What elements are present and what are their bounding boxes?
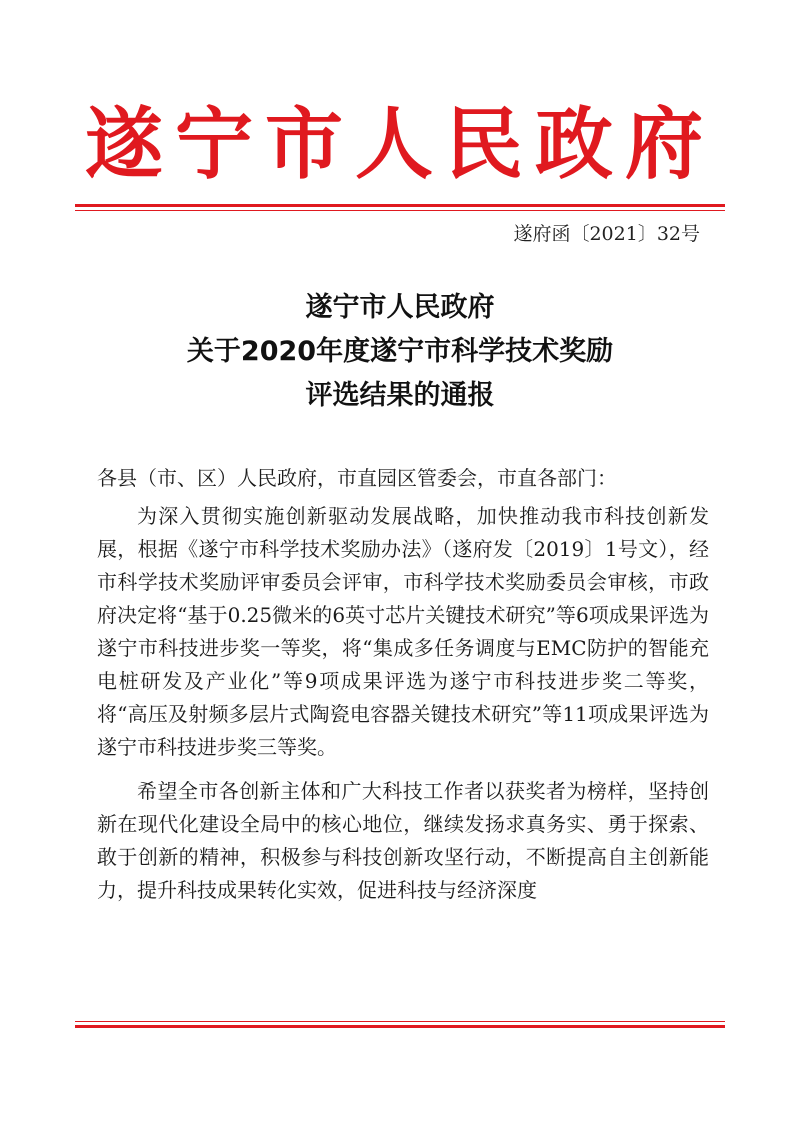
header-divider-thick — [75, 204, 725, 207]
header-divider-thin — [75, 210, 725, 211]
document-number: 遂府函〔2021〕32号 — [513, 223, 700, 245]
footer-divider-thin — [75, 1021, 725, 1022]
paragraph-2: 希望全市各创新主体和广大科技工作者以获奖者为榜样，坚持创新在现代化建设全局中的核心地位，继续发扬求真务实、勇于探索、敢于创新的精神，积极参与科技创新攻坚行动，不断提高自主创新能力，提升科技成果转化实效，促进科技与经济深度 — [97, 779, 709, 902]
issuer-masthead: 遂宁市人民政府 — [84, 99, 715, 190]
title-line-1: 遂宁市人民政府 — [305, 292, 495, 323]
document-title — [0, 286, 800, 418]
title-line-3: 评选结果的通报 — [305, 380, 495, 411]
document-body — [97, 462, 709, 918]
title-line-2: 关于2020年度遂宁市科学技术奖励 — [186, 336, 614, 367]
footer-divider-thick — [75, 1025, 725, 1028]
paragraph-1: 为深入贯彻实施创新驱动发展战略，加快推动我市科技创新发展，根据《遂宁市科学技术奖励办法》（遂府发〔2019〕1号文），经市科学技术奖励评审委员会评审，市科学技术奖励委员会审核，市政府决定将“基于0.25微米的6英寸芯片关键技术研究”等6项成果评选为遂宁市科技进步奖一等奖，将“集成多任务调度与EMC防护的智能充电桩研发及产业化”等9项成果评选为遂宁市科技进步奖二等奖，将“高压及射频多层片式陶瓷电容器关键技术研究”等11项成果评选为遂宁市科技进步奖三等奖。 — [97, 504, 709, 759]
salutation: 各县（市、区）人民政府，市直园区管委会，市直各部门： — [97, 466, 617, 490]
